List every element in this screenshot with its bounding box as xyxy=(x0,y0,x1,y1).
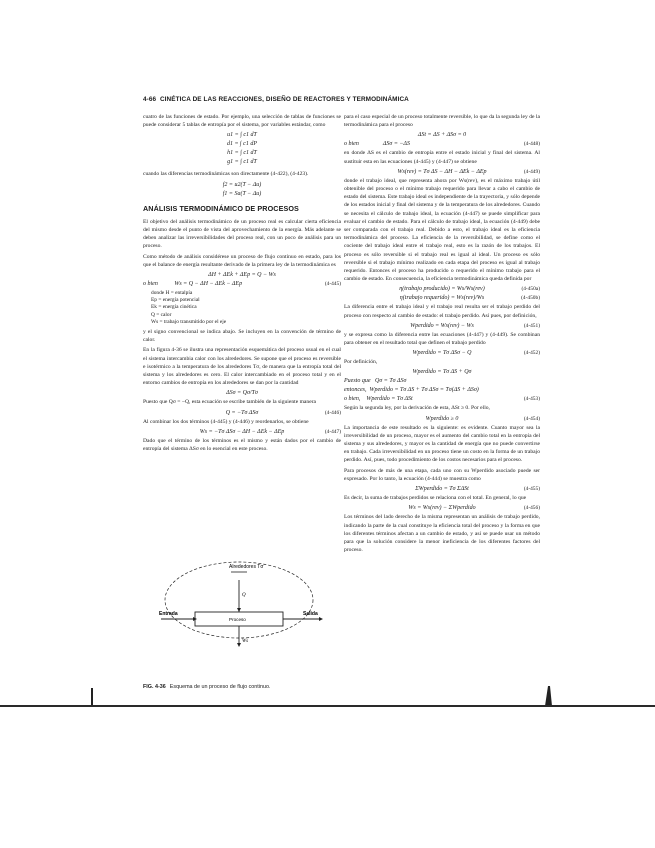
figure xyxy=(143,560,341,672)
equation-number: (4-445) xyxy=(324,281,341,288)
equation: f2 = u2(T − Δu) xyxy=(222,181,262,188)
equation-body: Ws = −Tσ ΔSσ − ΔH − ΔEk − ΔEp xyxy=(199,428,285,435)
section-title: ANÁLISIS TERMODINÁMICO DE PROCESOS xyxy=(143,203,299,213)
equation xyxy=(344,322,540,331)
definition: Ep = energía potencial xyxy=(151,297,200,304)
label-process: Proceso xyxy=(229,617,246,622)
definition: Ws = trabajo transmitido por el eje xyxy=(151,318,227,325)
definition: donde H = entalpía xyxy=(151,290,193,297)
equation-body: Wperdido = Ws(rev) − Ws xyxy=(410,322,474,329)
label-outlet: Salida xyxy=(303,611,318,617)
paragraph: Por definición, xyxy=(344,359,378,366)
label-work: Ws xyxy=(242,639,249,644)
scan-edge-mark xyxy=(91,688,93,706)
equation xyxy=(344,294,540,303)
equation-number: (4-447) xyxy=(324,428,341,435)
equation-body: η(trabajo producido) = Ws/Ws(rev) xyxy=(399,286,485,293)
equation-label: Puesto que xyxy=(344,378,371,385)
paragraph: Al combinar los dos términos (4-445) y (4-446) y reordenarlos, se obtiene xyxy=(143,418,309,425)
heat-arrowhead xyxy=(237,608,241,612)
paragraph: La diferencia entre el trabajo ideal y el trabajo real resulta ser el trabajo perdido del proceso con respecto al cambio de estado: el trabajo perdido. Así pues, por definición, xyxy=(344,304,540,319)
paragraph: Como método de análisis considérese un proceso de flujo continuo en estado, para los que el balance de energía resultante derivado de la primera ley de la termodinámica es xyxy=(143,253,341,268)
equation-number: (4-454) xyxy=(523,415,540,422)
equation xyxy=(344,485,540,494)
equation xyxy=(143,280,341,289)
paragraph: La importancia de este resultado es la siguiente: es evidente. Cuanto mayor sea la irreversibilidad de un proceso, mayor es el aumento del cambio total en la entropía del sistema y sus alrededores, y mayor es la cantidad de energía que no puede convertirse en trabajo. Cada irreversibilidad en un proceso tiene un costo en la forma de un trabajo perdido. Así, pues, todo procedimiento de los costos necesarios para el proceso. xyxy=(344,424,540,464)
left-column xyxy=(143,113,341,455)
equation-label: o bien xyxy=(344,141,359,148)
equation-body: Ws(rev) = Tσ ΔS − ΔH − ΔEk − ΔEp xyxy=(397,168,487,175)
figure-caption-text: Esquema de un proceso de flujo continuo. xyxy=(169,684,271,690)
equation: ΔSt = ΔS + ΔSσ = 0 xyxy=(417,132,467,139)
equation-number: (4-456) xyxy=(523,505,540,512)
equation xyxy=(344,504,540,513)
equation-number: (4-453) xyxy=(523,396,540,403)
label-inlet: Entrada xyxy=(159,611,178,617)
paragraph: donde el trabajo ideal, que representa ahora por Ws(rev), es el máximo trabajo útil obtenible del proceso o el mínimo trabajo requerido para llevar a cabo el cambio de estado del sistema. Este trabajo ideal es independiente de la trayectoria, y sólo depende de los estados inicial y final del sistema y de la temperatura de los alrededores. Cuando se necesita el cálculo de trabajo ideal, la ecuación (4-447) se puede simplificar para evaluar el cambio de estado. Para el cálculo de trabajo ideal, la ecuación (4-449) debe ser comparada con el trabajo real. Debido a esto, el trabajo ideal es la eficiencia termodinámica del proceso. La eficiencia de la reversibilidad, se define como el cociente del trabajo ideal entre el trabajo real, esto es la razón de los trabajos. El proceso es sólo reversible si el trabajo real es igual al ideal. Un proceso es sólo reversible si el trabajo mínimo realizado en cada etapa del proceso es igual al trabajo requerido. Entonces el proceso ha producido o requerido el mínimo trabajo para el cambio de estado. En consecuencia, la eficiencia termodinámica queda definida por xyxy=(344,177,540,283)
paragraph: cuatro de las funciones de estado. Por ejemplo, una selección de tablas de funciones se puede considerar 5 tablas de entropía por el sistema, por variables estándar, como xyxy=(143,114,341,129)
equation-body: Wperdido = Tσ ΔSt xyxy=(366,396,413,403)
equation: ΔSσ = Qσ/Tσ xyxy=(226,390,258,397)
label-heat: Q xyxy=(242,593,246,598)
equation-label: o bien, xyxy=(344,396,361,403)
paragraph: en donde ΔS es el cambio de entropía entre el estado inicial y final del sistema. Al sustituir esta en las ecuaciones (4-445) y (4-447) se obtiene xyxy=(344,150,540,165)
equation xyxy=(344,285,540,294)
paragraph: Los términos del lado derecho de la misma representan un análisis de trabajo perdido, indicando la parte de la cual constituye la eficiencia total del proceso y la forma en que los diferentes términos afectan a un cambio de estado, y así se puede usar un método para que la solución considere la menor ineficiencia de los diferentes factores del proceso. xyxy=(344,514,540,554)
equation xyxy=(344,377,540,386)
equation xyxy=(344,349,540,358)
equation-body: Q = −Tσ ΔSσ xyxy=(225,409,259,416)
paragraph: y se expresa como la diferencia entre las ecuaciones (4-447) y (4-449). Se combinan para obtener en el resultado total que definen el trabajo perdido xyxy=(344,331,540,347)
equation-body: Wperdido = Tσ ΔSσ − Q xyxy=(412,350,472,357)
equation: f1 = Sa(T − Δu) xyxy=(222,190,262,197)
equation-number: (4-446) xyxy=(324,409,341,416)
right-column xyxy=(344,113,540,556)
scan-edge-mark xyxy=(545,686,552,706)
equation-number: (4-455) xyxy=(523,486,540,493)
equation-body: Qσ = Tσ ΔSσ xyxy=(375,378,407,385)
equation-number: (4-449) xyxy=(523,168,540,175)
equation xyxy=(143,409,341,418)
equation: Wperdido = Tσ ΔS + Qσ xyxy=(412,369,472,376)
equation xyxy=(344,415,540,424)
definition: Ek = energía cinética xyxy=(151,304,197,311)
paragraph: En la figura 4-36 se ilustra una representación esquemática del proceso usual en el cual el sistema intercambia calor con los alrededores. Se supone que el proceso es reversible e isotérmico a la temperatura de los alrededores Tσ, de manera que la entropía total del sistema y los alrededores es cero. El calor intercambiado en el proceso total y en el entorno cambios de entropía en los alrededores se dan por la cantidad xyxy=(143,347,341,387)
equation: ΔH + ΔEk + ΔEp = Q − Ws xyxy=(208,272,276,279)
running-head xyxy=(143,96,543,103)
outlet-arrowhead xyxy=(319,617,323,621)
paragraph: Dado que el término de los términos es el mismo y están dados por el cambio de entropía del sistema ΔSσ en lo esencial en este proceso. xyxy=(143,437,341,453)
equation: d1 = ∫ c1 dP xyxy=(226,141,258,148)
equation-number: (4-450a) xyxy=(521,286,540,293)
equation xyxy=(344,168,540,177)
equation-group xyxy=(143,181,341,199)
equation-number: (4-448) xyxy=(523,141,540,148)
equation-body: ΣWperdido = Tσ ΣΔSt xyxy=(415,486,469,493)
page-number: 4-66 xyxy=(143,96,157,103)
equation-label: o bien xyxy=(143,281,158,288)
paragraph: Puesto que Qσ = −Q, esta ecuación se escribe también de la siguiente manera xyxy=(143,399,317,406)
figure-caption xyxy=(143,684,341,690)
equation-number: (4-450b) xyxy=(521,295,540,302)
equation xyxy=(344,386,540,395)
equation: u1 = ∫ c1 dT xyxy=(227,132,257,139)
equation-body: Wperdido = Tσ ΔS + Tσ ΔSσ = Tσ(ΔS + ΔSσ) xyxy=(369,387,479,394)
equation-number: (4-451) xyxy=(523,322,540,329)
running-title: CINÉTICA DE LAS REACCIONES, DISEÑO DE REACTORES Y TERMODINÁMICA xyxy=(159,96,409,103)
equation-body: Wperdido ≥ 0 xyxy=(425,415,459,422)
equation: g1 = ∫ c1 dT xyxy=(227,159,257,166)
equation-body: Ws = Q − ΔH − ΔEk − ΔEp xyxy=(174,281,243,288)
equation-body: η(trabajo requerido) = Ws(rev)/Ws xyxy=(399,295,485,302)
figure-number: FIG. 4-36 xyxy=(143,684,166,690)
equation-group xyxy=(143,131,341,167)
equation-label: entonces, xyxy=(344,387,367,394)
equation-body: Ws = Ws(rev) − ΣWperdido xyxy=(408,505,476,512)
definitions xyxy=(143,290,341,326)
equation: h1 = ∫ c1 dT xyxy=(227,150,257,157)
paragraph: y el signo convencional se indica abajo. Se incluyen en la convención de término de calor. xyxy=(143,329,341,344)
equation xyxy=(143,428,341,437)
work-arrowhead xyxy=(237,643,241,647)
paragraph: El objetivo del análisis termodinámico de un proceso real es calcular cierta eficiencia del mismo desde el punto de vista del aprovechamiento de la energía. Más adelante se deben analizar las irreversibilidades del proceso real, con un poco de análisis para un proceso. xyxy=(143,218,341,250)
paragraph: para el caso especial de un proceso totalmente reversible, lo que da la segunda ley de la termodinámica para el proceso xyxy=(344,114,540,129)
process-diagram xyxy=(143,560,341,672)
equation-body: ΔSσ = −ΔS xyxy=(382,141,410,148)
equation xyxy=(344,395,540,404)
label-surroundings: Alrededores Tσ xyxy=(229,564,264,570)
equation xyxy=(344,140,540,149)
paragraph: Según la segunda ley, por la derivación de esta, ΔSt ≥ 0. Por ello, xyxy=(344,405,490,412)
equation-number: (4-452) xyxy=(523,350,540,357)
page-bottom-rule xyxy=(0,705,655,707)
definition: Q = calor xyxy=(151,311,172,318)
paragraph: cuando las diferencias termodinámicas son directamente (4-422), (4-423). xyxy=(143,171,309,178)
paragraph: Es decir, la suma de trabajos perdidos se relaciona con el total. En general, lo que xyxy=(344,495,527,502)
paragraph: Para procesos de más de una etapa, cada uno con su Wperdido asociado puede ser expresado. Por lo tanto, la ecuación (4-444) se muestra como xyxy=(344,467,540,482)
